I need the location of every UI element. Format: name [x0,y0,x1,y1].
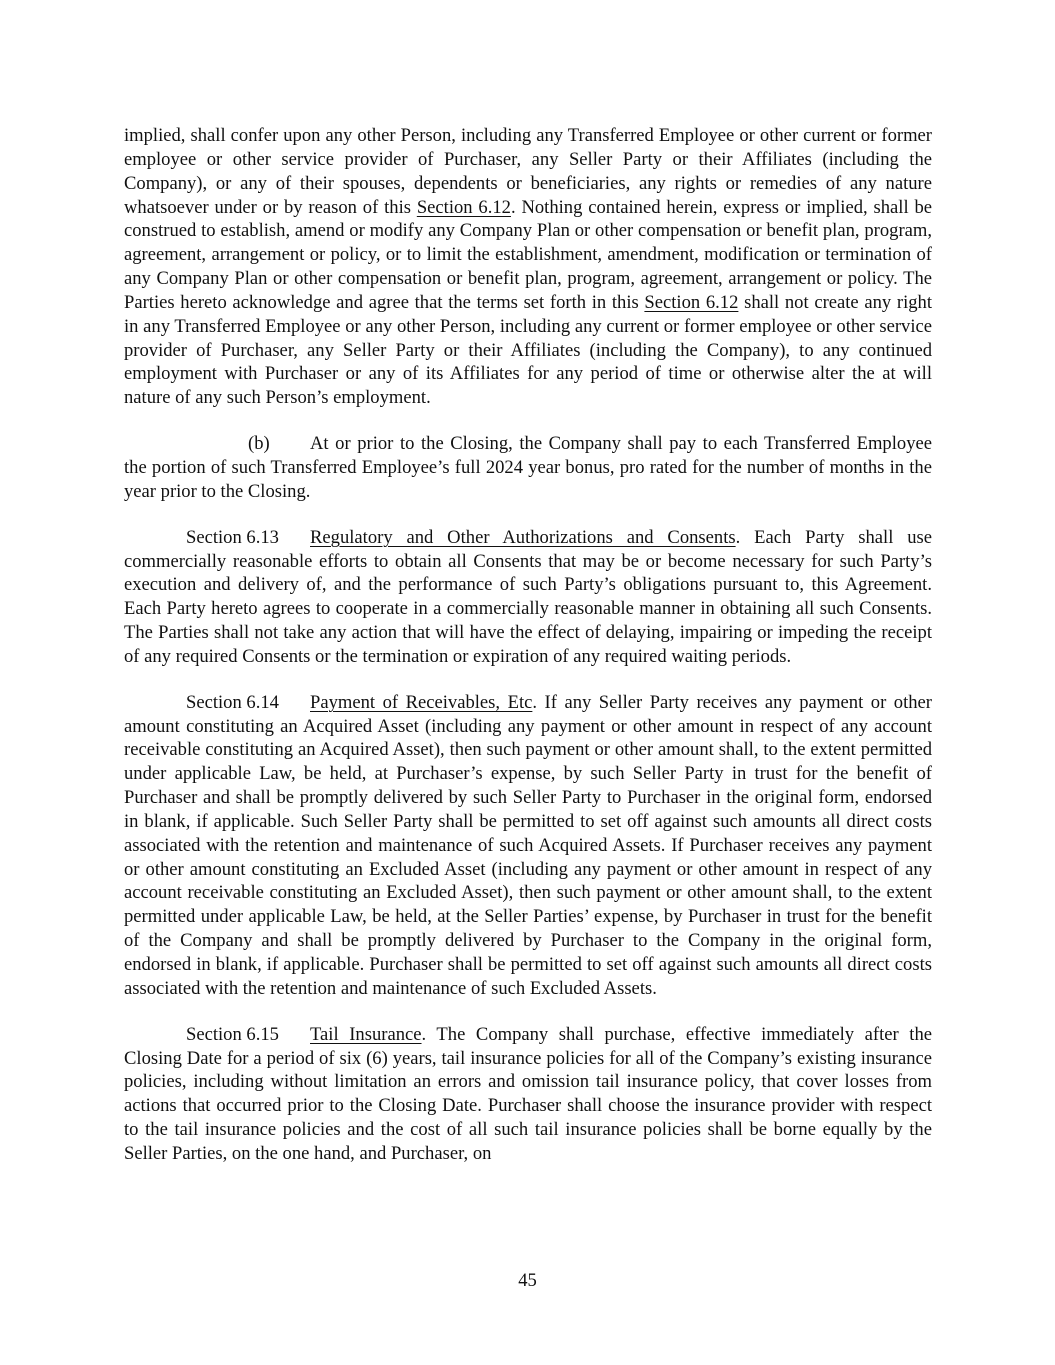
paragraph-intro [124,124,932,410]
section-6-14 [124,691,932,1001]
section-6-15 [124,1023,932,1166]
section-6-13-number: Section 6.13 [186,526,279,548]
intro-text-3: shall not create any right in any Transferred Employee or any other Person, including any current or former employee or other service provider of Purchaser, any Seller Party or their Affiliates (including the Company), to any continued employment with Purchaser or any of its Affiliates for any period of time or otherwise alter the at will nature of any such Person’s employment. [124,291,933,409]
section-6-12-reference-1: Section 6.12 [416,196,511,218]
section-6-13-heading: Regulatory and Other Authorizations and Consents [310,526,736,548]
section-6-14-text: . If any Seller Party receives any payment or other amount constituting an Acquired Asset (including any payment or other amount in respect of any account receivable constituting an Acquired Asset), then such payment or other amount shall, to the extent permitted under applicable Law, be held, at Purchaser’s expense, by such Seller Party in trust for the benefit of Purchaser and shall be promptly delivered by such Seller Party to Purchaser in the original form, endorsed in blank, if applicable. Such Seller Party shall be permitted to set off against such amounts all direct costs associated with the retention and maintenance of such Acquired Assets. If Purchaser receives any payment or other amount constituting an Excluded Asset (including any payment or other amount in respect of any account receivable constituting an Excluded Asset), then such payment or other amount shall, to the extent permitted under applicable Law, be held, at the Seller Parties’ expense, by Purchaser in trust for the benefit of the Company and shall be promptly delivered by Purchaser to the Company in the original form, endorsed in blank, if applicable. Purchaser shall be permitted to set off against such amounts all direct costs associated with the retention and maintenance of such Excluded Assets. [124,691,932,999]
section-6-15-heading: Tail Insurance [310,1023,422,1045]
subsection-label-b: (b) [248,433,270,455]
section-6-15-number: Section 6.15 [186,1023,279,1045]
section-6-13 [124,526,932,669]
page-number: 45 [518,1270,537,1291]
section-6-14-heading: Payment of Receivables, Etc [310,691,533,713]
document-page [124,124,932,1166]
intro-text-2: . Nothing contained herein, express or implied, shall be construed to establish, amend or modify any Company Plan or other compensation or benefit plan, program, agreement, arrangement or policy, or to limit the establishment, amendment, modification or termination of any Company Plan or other compensation or benefit plan, program, agreement, arrangement or policy. The Parties hereto acknowledge and agree that the terms set forth in this [124,196,932,313]
section-6-14-number: Section 6.14 [186,691,279,713]
intro-text-1: implied, shall confer upon any other Person, including any Transferred Employee or other current or former employee or other service provider of Purchaser, any Seller Party or their Affiliates (including the Company), or any of their spouses, dependents or beneficiaries, any rights or remedies of any nature whatsoever under or by reason of this [124,125,932,218]
section-6-15-text: . The Company shall purchase, effective immediately after the Closing Date for a period of six (6) years, tail insurance policies for all of the Company’s existing insurance policies, including without limitation an errors and omission tail insurance policy, that cover losses from actions that occurred prior to the Closing Date. Purchaser shall choose the insurance provider with respect to the tail insurance policies and the cost of all such tail insurance policies shall be borne equally by the Seller Parties, on the one hand, and Purchaser, on [124,1023,932,1164]
paragraph-b [124,432,932,504]
paragraph-b-text: At or prior to the Closing, the Company shall pay to each Transferred Employee the portion of such Transferred Employee’s full 2024 year bonus, pro rated for the number of months in the year prior to the Closing. [124,433,932,502]
section-6-12-reference-2: Section 6.12 [644,291,739,313]
section-6-13-text: . Each Party shall use commercially reasonable efforts to obtain all Consents that may be or become necessary for such Party’s execution and delivery of, and the performance of such Party’s obligations pursuant to, this Agreement. Each Party hereto agrees to cooperate in a commercially reasonable manner in obtaining all such Consents. The Parties shall not take any action that will have the effect of delaying, impairing or impeding the receipt of any required Consents or the termination or expiration of any required waiting periods. [124,526,932,667]
